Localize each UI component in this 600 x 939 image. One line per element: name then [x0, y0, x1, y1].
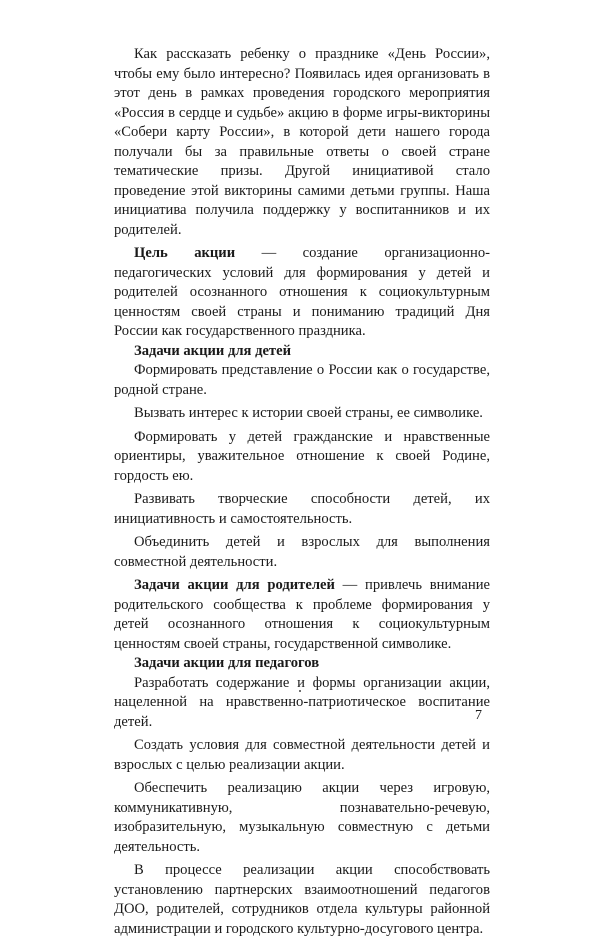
parents-text: — привлечь внимание родительского сообщества к проблеме формирования у детей осознанного отношения к социокультурным ценностям своей страны, государственной символике.: [114, 577, 490, 652]
stray-dot: [299, 690, 301, 692]
children-task: Формировать у детей гражданские и нравственные ориентиры, уважительное отношение к своей Родине, гордость ею.: [114, 428, 490, 484]
intro-paragraph: Как рассказать ребенку о празднике «День России», чтобы ему было интересно? Появилась идея организовать в этот день в рамках проведения городского мероприятия «Россия в сердце и судьбе» акцию в форме игры-викторины «Собери карту России», в которой дети нашего города получали бы за правильные ответы о своей стране тематические призы. Другой инициативой стало проведение этой викторины самими детьми группы. Наша инициатива получила поддержку у воспитанников и их родителей.: [114, 46, 490, 238]
children-task: Формировать представление о России как о государстве, родной стране.: [114, 362, 490, 398]
children-task: Вызвать интерес к истории своей страны, ее символике.: [134, 405, 483, 421]
goal-text: — создание организационно-педагогических условий для формирования у детей и родителей осознанного отношения к социокультурным ценностям своей страны и пониманию традиций Дня России как государственного праздника.: [114, 245, 490, 339]
page-text: [114, 45, 490, 939]
goal-label: Цель акции: [134, 245, 236, 261]
page-number: 7: [475, 708, 482, 723]
goal-paragraph: [114, 244, 490, 342]
teachers-task: Обеспечить реализацию акции через игровую, коммуникативную, познавательно-речевую, изобразительную, музыкальную совместную с детьми деятельность.: [114, 780, 490, 855]
parents-label: Задачи акции для родителей: [134, 577, 335, 593]
children-task: Развивать творческие способности детей, их инициативность и самостоятельность.: [114, 491, 490, 527]
parents-paragraph: [114, 576, 490, 654]
teachers-heading: Задачи акции для педагогов: [134, 655, 320, 671]
teachers-task: Разработать содержание и формы организации акции, нацеленной на нравственно-патриотическое воспитание детей.: [114, 674, 490, 730]
teachers-task: В процессе реализации акции способствовать установлению партнерских взаимоотношений педагогов ДОО, родителей, сотрудников отдела культуры районной администрации и городского культурно-досугового центра.: [114, 862, 490, 937]
children-task: Объединить детей и взрослых для выполнения совместной деятельности.: [114, 534, 490, 570]
children-heading: Задачи акции для детей: [134, 342, 291, 359]
teachers-task: Создать условия для совместной деятельности детей и взрослых с целью реализации акции.: [114, 737, 490, 773]
